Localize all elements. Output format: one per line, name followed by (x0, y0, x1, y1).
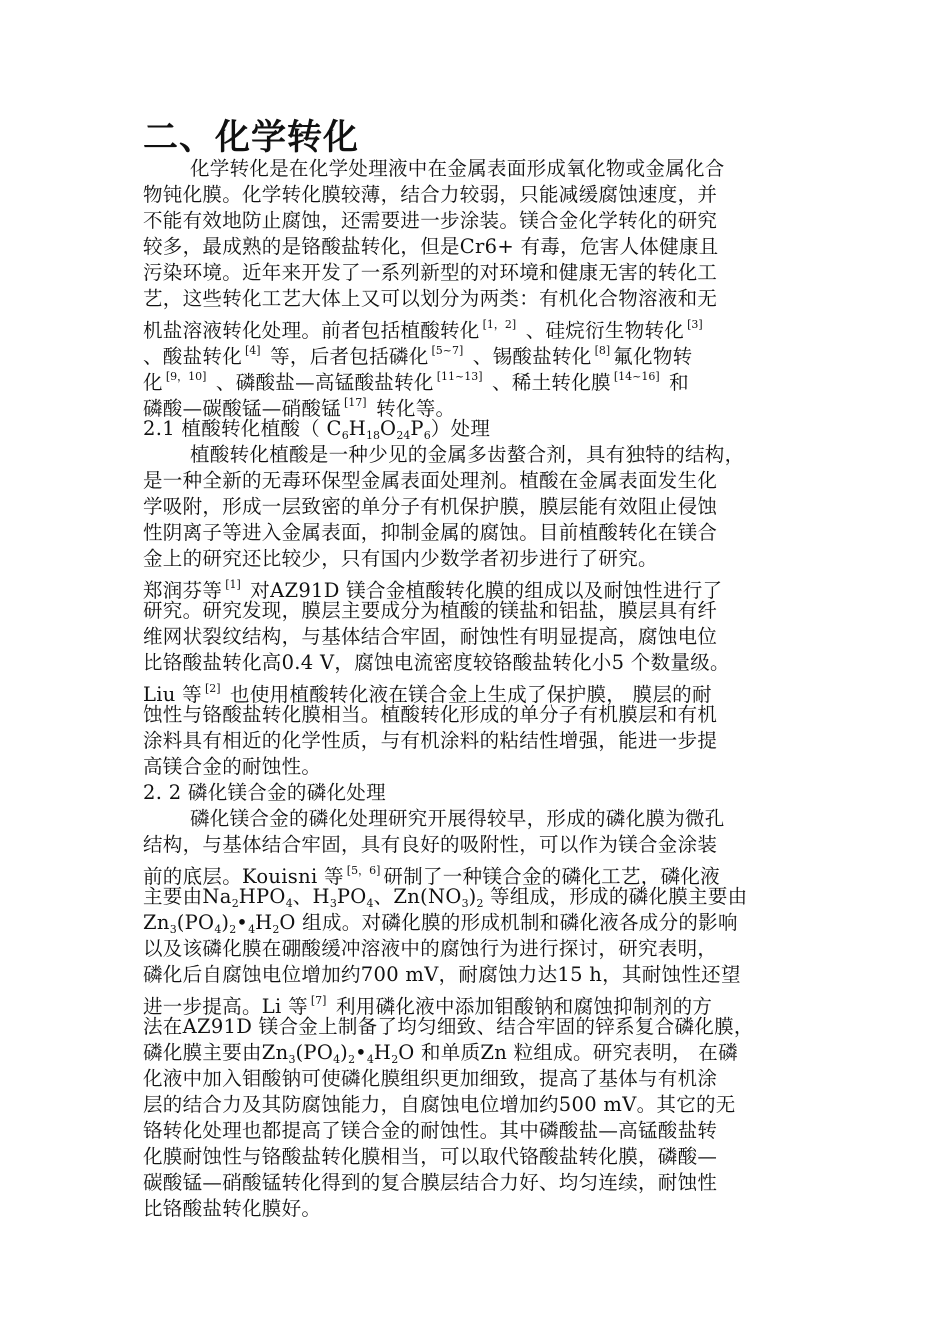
text-line: 是一种全新的无毒环保型金属表面处理剂。植酸在金属表面发生化 (143, 469, 718, 492)
citation: [5~7] (431, 344, 464, 357)
text-line: 涂料具有相近的化学性质，与有机涂料的粘结性增强，能进一步提 (143, 729, 718, 752)
text-line: 维网状裂纹结构，与基体结合牢固，耐蚀性有明显提高，腐蚀电位 (143, 625, 718, 648)
text-line: 艺，这些转化工艺大体上又可以划分为两类：有机化合物溶液和无 (143, 287, 718, 310)
text-line: 植酸转化植酸是一种少见的金属多齿螯合剂，具有独特的结构， (190, 443, 745, 466)
text-line: 磷化膜主要由$Zn_3(PO_4)_2•_4H_2O$ 和单质Zn 粒组成。研究表明， 在磷 (143, 1041, 738, 1066)
text-line: 结构，与基体结合牢固，具有良好的吸附性，可以作为镁合金涂装 (143, 833, 718, 856)
text-line: 机盐溶液转化处理。前者包括植酸转化 [1，2] 、硅烷衍生物转化 [3] (143, 318, 703, 342)
subsection-heading: 2.1 植酸转化植酸（ $C_6H_{18}O_{24}P_6$）处理 (143, 417, 491, 442)
citation: [11~13] (436, 370, 483, 383)
citation: [5，6] (346, 864, 381, 877)
citation: [8] (594, 344, 611, 357)
citation: [1] (225, 578, 241, 591)
text-line: 比铬酸盐转化膜好。 (143, 1197, 322, 1220)
text-line: 磷化后自腐蚀电位增加约700 mV，耐腐蚀力达15 h，其耐蚀性还望 (143, 963, 741, 986)
text-line: 较多，最成熟的是铬酸盐转化，但是Cr6+ 有毒，危害人体健康且 (143, 235, 719, 258)
text-line: 高镁合金的耐蚀性。 (143, 755, 322, 778)
text-line: 郑润芬等 [1] 对AZ91D 镁合金植酸转化膜的组成以及耐蚀性进行了 (143, 578, 723, 602)
text-line: 碳酸锰—硝酸锰转化得到的复合膜层结合力好、均匀连续，耐蚀性 (143, 1171, 718, 1194)
citation: [7] (310, 994, 327, 1007)
text-line: 物钝化膜。化学转化膜较薄，结合力较弱，只能减缓腐蚀速度，并 (143, 183, 718, 206)
text-line: $Zn_3(PO_4)_2•_4H_2O$ 组成。对磷化膜的形成机制和磷化液各成分的影响 (143, 911, 738, 936)
text-line: 金上的研究还比较少，只有国内少数学者初步进行了研究。 (143, 547, 658, 570)
text-line: 、酸盐转化 [4] 等，后者包括磷化 [5~7] 、锡酸盐转化 [8] 氟化物转 (143, 344, 693, 368)
text-line: 以及该磷化膜在硼酸缓冲溶液中的腐蚀行为进行探讨，研究表明， (143, 937, 718, 960)
text-line: 铬转化处理也都提高了镁合金的耐蚀性。其中磷酸盐—高锰酸盐转 (143, 1119, 718, 1142)
text-line: 磷酸—碳酸锰—硝酸锰 [17] 转化等。 (143, 396, 456, 420)
citation: [1，2] (482, 318, 517, 331)
text-line: 蚀性与铬酸盐转化膜相当。植酸转化形成的单分子有机膜层和有机 (143, 703, 718, 726)
text-line: 比铬酸盐转化高0.4 V，腐蚀电流密度较铬酸盐转化小5 个数量级。 (143, 651, 730, 674)
citation: [9，10] (165, 370, 207, 383)
citation: [14~16] (613, 370, 660, 383)
text-line: 磷化镁合金的磷化处理研究开展得较早，形成的磷化膜为微孔 (190, 807, 725, 830)
text-line: 化学转化是在化学处理液中在金属表面形成氧化物或金属化合 (190, 157, 725, 180)
text-line: 主要由$Na_2HPO_4$、$H_3PO_4$、$Zn(NO_3)_2$ 等组成，形成的磷化膜主要由 (143, 885, 748, 910)
text-line: 污染环境。近年来开发了一系列新型的对环境和健康无害的转化工 (143, 261, 718, 284)
text-line: Liu 等 [2] 也使用植酸转化液在镁合金上生成了保护膜， 膜层的耐 (143, 682, 712, 706)
text-line: 化液中加入钼酸钠可使磷化膜组织更加细致，提高了基体与有机涂 (143, 1067, 718, 1090)
text-line: 学吸附，形成一层致密的单分子有机保护膜，膜层能有效阻止侵蚀 (143, 495, 718, 518)
citation: [2] (204, 682, 221, 695)
text-line: 前的底层。Kouisni 等 [5，6] 研制了一种镁合金的磷化工艺，磷化液 (143, 864, 720, 888)
text-line: 层的结合力及其防腐蚀能力，自腐蚀电位增加约500 mV。其它的无 (143, 1093, 736, 1116)
text-line: 不能有效地防止腐蚀，还需要进一步涂装。镁合金化学转化的研究 (143, 209, 718, 232)
citation: [4] (245, 344, 261, 357)
text-line: 化膜耐蚀性与铬酸盐转化膜相当，可以取代铬酸盐转化膜，磷酸— (143, 1145, 718, 1168)
subsection-heading: 2. 2 磷化镁合金的磷化处理 (143, 781, 386, 804)
text-line: 进一步提高。Li 等 [7] 利用磷化液中添加钼酸钠和腐蚀抑制剂的方 (143, 994, 713, 1018)
text-line: 化 [9，10] 、磷酸盐—高锰酸盐转化 [11~13] 、稀土转化膜 [14~16] 和 (143, 370, 689, 394)
section-title: 二、化学转化 (143, 117, 360, 158)
text-line: 研究。研究发现，膜层主要成分为植酸的镁盐和铝盐，膜层具有纤 (143, 599, 718, 622)
citation: [3] (687, 318, 703, 331)
citation: [17] (344, 396, 367, 409)
text-line: 性阴离子等进入金属表面，抑制金属的腐蚀。目前植酸转化在镁合 (143, 521, 718, 544)
text-line: 法在AZ91D 镁合金上制备了均匀细致、结合牢固的锌系复合磷化膜， (143, 1015, 754, 1038)
